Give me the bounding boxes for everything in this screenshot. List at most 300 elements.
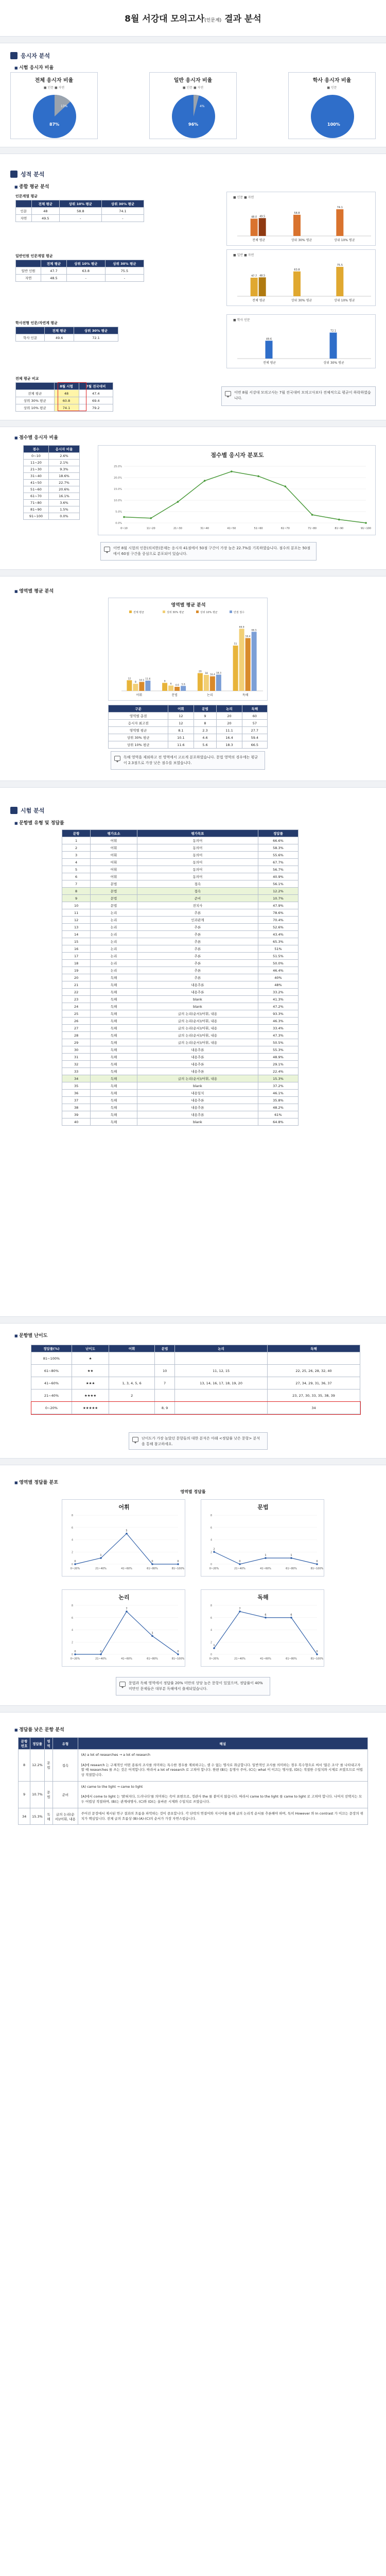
table-cell: 독해	[91, 1039, 137, 1046]
data-point	[290, 1617, 292, 1619]
table-cell: 67.7%	[258, 859, 298, 866]
speech-bubble-icon	[114, 756, 120, 761]
y-tick-label: 4	[210, 1629, 212, 1632]
data-point	[71, 1563, 76, 1566]
column-header: 난이도	[72, 1345, 109, 1352]
general-table	[15, 260, 144, 282]
column-header: 영역	[44, 1738, 52, 1750]
table-cell: 영역별 총점	[109, 713, 168, 720]
column-header: 전체 평균	[41, 260, 67, 267]
column-header: 해설	[78, 1738, 367, 1750]
bar	[293, 272, 301, 296]
table-cell: 46.4%	[258, 967, 298, 974]
table-cell: 어휘	[91, 837, 137, 844]
table-cell: blank	[137, 1082, 258, 1090]
y-tick-label: 8	[210, 1604, 212, 1607]
table-label: 일반인원 인문계열 평균	[15, 254, 53, 258]
table-cell: 33.4%	[258, 1025, 298, 1032]
legend-label: 상위 10% 평균	[200, 611, 218, 614]
table-cell: 48.2%	[258, 1104, 298, 1111]
table-cell: 논리	[91, 924, 137, 931]
table-row	[24, 486, 80, 493]
divider	[0, 420, 386, 427]
table-label: 인문계열 평균	[15, 194, 38, 198]
x-tick-label: 전체 평균	[262, 361, 276, 365]
dist-note	[116, 1677, 270, 1696]
table-cell: 21~30	[24, 466, 49, 473]
table-cell: 독해	[91, 1118, 137, 1126]
y-tick-label: 2	[210, 1641, 212, 1645]
table-cell: 13, 14, 16, 17, 18, 19, 20	[175, 1377, 268, 1389]
table-cell: 9	[62, 895, 91, 902]
table-cell: 글의 논리(순서)/어휘, 내용	[137, 1032, 258, 1039]
speech-bubble-icon	[225, 391, 231, 396]
data-label: 5	[126, 1529, 128, 1533]
bar	[336, 209, 343, 236]
table-row	[16, 208, 144, 215]
table-cell: 어휘	[91, 844, 137, 852]
table-row	[31, 1389, 360, 1402]
table-cell: -	[105, 275, 144, 282]
general-chart-box	[226, 249, 376, 306]
y-tick-label: 5.0%	[115, 511, 122, 514]
column-header: 상위 30% 평균	[101, 200, 144, 208]
table-cell	[175, 1352, 268, 1365]
table-cell: 접속	[137, 880, 258, 888]
pie-title: 학사 응시자 비율	[312, 78, 352, 83]
table-cell: 40%	[258, 974, 298, 981]
subsection-dist: ■ 영역별 정답률 분포	[14, 1479, 58, 1485]
bar	[145, 681, 150, 691]
table-cell: ★★★	[72, 1377, 109, 1389]
table-cell: 내용추론	[137, 1097, 258, 1104]
speech-bubble-icon	[119, 1682, 126, 1687]
table-cell: 독해	[91, 1003, 137, 1010]
x-tick-label: 21~40%	[234, 1657, 245, 1660]
table-cell: 독해	[91, 1068, 137, 1075]
table-cell: 독해	[91, 1018, 137, 1025]
y-tick-label: 2	[71, 1641, 73, 1645]
table-cell: 글의 논리(순서)/어휘, 내용	[137, 1018, 258, 1025]
table-cell: 전치사	[137, 902, 258, 909]
table-cell: 43.4%	[258, 931, 298, 938]
data-point	[239, 1611, 241, 1613]
table-row	[16, 215, 144, 222]
bar	[127, 680, 132, 691]
table-cell: 61~80%	[31, 1365, 72, 1377]
data-label: 0	[151, 1560, 153, 1563]
table-row	[109, 713, 268, 720]
data-point	[123, 516, 125, 518]
series-line	[75, 1612, 178, 1654]
table-cell: 61%	[258, 1111, 298, 1118]
table-cell: 48.9%	[258, 1054, 298, 1061]
table-cell: 독해	[91, 1104, 137, 1111]
table-cell	[109, 1365, 155, 1377]
chart-title: 어휘	[118, 1504, 130, 1511]
page-title	[0, 0, 386, 36]
table-cell: 접속	[137, 888, 258, 895]
table-cell: 11.6	[168, 741, 194, 749]
table-cell: 5	[62, 866, 91, 873]
table-cell: 추론	[137, 974, 258, 981]
x-tick-label: 어휘	[136, 693, 143, 697]
x-tick-label: 0~10	[120, 527, 128, 530]
x-tick-label: 41~60%	[121, 1567, 132, 1570]
table-cell: 1.5%	[48, 506, 79, 513]
table-cell: ★★★★	[72, 1389, 109, 1402]
table-cell: 독해	[91, 1090, 137, 1097]
column-header: 평가요소	[91, 830, 137, 837]
table-cell: 50.0%	[258, 960, 298, 967]
bar-value-label: 9	[164, 680, 166, 683]
table-row	[62, 844, 299, 852]
table-row	[24, 460, 80, 466]
table-cell: 40	[62, 1118, 91, 1126]
table-cell: 문법	[44, 1781, 52, 1808]
table-cell: 10.7%	[258, 895, 298, 902]
x-tick-label: 41~60%	[260, 1567, 271, 1570]
table-cell: 문법	[91, 880, 137, 888]
divider	[0, 1316, 386, 1324]
table-cell: 39	[62, 1111, 91, 1118]
table-cell: 12.2%	[258, 888, 298, 895]
bar-value-label: 6	[170, 683, 172, 686]
divider	[0, 1458, 386, 1465]
table-cell: (A) a lot of researches → a lot of research [A]에 research 는 구체적인 어떤 종류의 조사를 의미하는 특수한 경우를 제외하고는, 셀 수 없는 명사로 취급합니다. 일반적인 조사를 의미하는 경우 복수형으로 써서 '많은 조사' 를 나타내고자 할 때 researches 를 쓰는 것은 어색합니다. 따라서 a lot of research 로 고쳐야 합니다. 한편 (B)는 동명사 주어, (C)는 what 이 이끄는 명사절, (D)는 적절한 수일치와 시제로 쓰였으므로 어법상 적절합니다.	[78, 1750, 367, 1782]
column-header: 평가목표	[137, 830, 258, 837]
table-cell: 문법	[91, 895, 137, 902]
y-tick-label: 6	[210, 1526, 212, 1530]
table-cell: 글의 논리(순서)/어휘, 내용	[53, 1808, 78, 1825]
table-cell	[175, 1389, 268, 1402]
table-cell: 내용추론	[137, 1111, 258, 1118]
dist-chart-box	[201, 1499, 324, 1577]
data-point	[150, 517, 152, 519]
table-cell: 75.5	[105, 267, 144, 275]
table-cell: 동의어	[137, 837, 258, 844]
table-cell: 내용추론	[137, 989, 258, 996]
bar-value-label: 8	[134, 681, 136, 684]
data-label: 0	[74, 1560, 76, 1563]
y-tick-label: 6	[71, 1616, 73, 1620]
table-cell: 일반 인원	[16, 267, 41, 275]
data-point	[177, 1563, 179, 1565]
table-cell: 34	[268, 1402, 360, 1414]
dist-line-chart	[201, 1500, 325, 1577]
table-cell: 34	[19, 1808, 30, 1825]
table-cell: 17	[62, 953, 91, 960]
item-table	[62, 829, 299, 1126]
pie-card-all	[10, 72, 98, 139]
table-cell: 독해	[91, 1061, 137, 1068]
table-cell: 61~70	[24, 493, 49, 500]
table-cell: 29.1%	[258, 1061, 298, 1068]
table-cell: 내용추론	[137, 1054, 258, 1061]
dist-chart-box	[201, 1589, 324, 1667]
table-row	[62, 873, 299, 880]
table-row	[62, 1010, 299, 1018]
column-header: 논리	[217, 705, 242, 713]
column-header: 유형	[53, 1738, 78, 1750]
table-row	[62, 1061, 299, 1068]
table-cell: 23, 27, 30, 33, 35, 38, 39	[268, 1389, 360, 1402]
table-cell: 49.5	[31, 215, 59, 222]
area-table	[108, 705, 268, 749]
table-cell: 어휘	[91, 852, 137, 859]
table-row	[62, 1032, 299, 1039]
column-header: 논리	[175, 1345, 268, 1352]
table-cell: 31~40	[24, 473, 49, 480]
table-cell: 11, 12, 15	[175, 1365, 268, 1377]
table-cell: 20	[217, 720, 242, 727]
table-cell: 47.2%	[258, 1003, 298, 1010]
pie-title: 일반 응시자 비율	[173, 78, 213, 83]
table-cell: 13	[62, 924, 91, 931]
column-header: 정답률	[258, 830, 298, 837]
table-cell: 상위 30% 평균	[16, 397, 55, 404]
table-cell: 60.8	[54, 397, 79, 404]
area-note	[111, 751, 265, 770]
table-row	[62, 888, 299, 895]
table-cell: 21~40%	[31, 1389, 72, 1402]
table-cell: 영역별 평균	[109, 727, 168, 734]
column-header	[16, 327, 45, 334]
table-cell: 46.3%	[258, 1018, 298, 1025]
bar-value-label: 16.4	[209, 673, 215, 676]
general-bar-chart	[227, 250, 376, 307]
data-point	[365, 522, 367, 524]
table-cell: 70.4%	[258, 917, 298, 924]
x-tick-label: 81~100%	[171, 1567, 185, 1570]
bar	[252, 632, 257, 691]
table-cell: 38	[62, 1104, 91, 1111]
data-label: 0	[316, 1560, 318, 1563]
x-tick-label: 61~70	[280, 527, 290, 530]
table-cell: 48	[31, 208, 59, 215]
pie-chart	[11, 90, 98, 141]
table-cell: 74.1	[101, 208, 144, 215]
y-tick-label: 0	[210, 1653, 212, 1656]
table-cell: 52.6%	[258, 924, 298, 931]
data-point	[126, 1533, 128, 1535]
y-tick-label: 4	[71, 1629, 73, 1632]
table-cell: 준비	[137, 895, 258, 902]
chart-title: 논리	[118, 1594, 130, 1601]
table-cell: 8	[19, 1750, 30, 1782]
table-cell: 69.4	[79, 397, 113, 404]
data-point	[338, 519, 340, 521]
pie-chart	[289, 90, 376, 141]
table-cell: 15	[62, 938, 91, 945]
table-row	[24, 473, 80, 480]
table-cell: 56.1%	[258, 880, 298, 888]
table-cell: 4.6	[194, 734, 217, 741]
data-point	[257, 476, 259, 478]
score-note	[100, 542, 317, 561]
y-tick-label: 25.0%	[114, 465, 122, 468]
table-cell: 55.3%	[258, 1046, 298, 1054]
table-cell	[154, 1389, 174, 1402]
table-cell: 16.4	[217, 734, 242, 741]
table-cell: 글의 논리(순서)/어휘, 내용	[137, 1075, 258, 1082]
bar	[210, 676, 215, 691]
table-cell: 글의 논리(순서)/어휘, 내용	[137, 1025, 258, 1032]
table-cell: 어휘	[91, 859, 137, 866]
table-cell: 독해	[91, 996, 137, 1003]
table-cell: 독해	[91, 1054, 137, 1061]
y-tick-label: 8	[71, 1604, 73, 1607]
divider	[0, 569, 386, 577]
x-tick-label: 41~60%	[121, 1657, 132, 1660]
bar-value-label: 58.8	[294, 211, 300, 215]
x-tick-label: 81~90	[335, 527, 344, 530]
table-cell: 2	[109, 1389, 155, 1402]
table-cell: 2.3	[194, 727, 217, 734]
table-cell: 12	[168, 720, 194, 727]
table-cell: 59.4	[242, 734, 267, 741]
table-cell: 2	[62, 844, 91, 852]
bachelor-table	[15, 327, 118, 342]
pie-card-bachelor	[288, 72, 376, 139]
table-cell: 63.8	[66, 267, 105, 275]
table-row	[24, 493, 80, 500]
data-point	[311, 514, 313, 516]
table-row	[24, 480, 80, 486]
table-row	[62, 1046, 299, 1054]
bar-value-label: 75.5	[337, 263, 343, 267]
x-tick-label: 전체 평균	[252, 299, 266, 302]
data-label: 0	[177, 1560, 179, 1563]
table-cell: 93.3%	[258, 1010, 298, 1018]
bar-value-label: 47.7	[251, 274, 257, 278]
bar	[162, 683, 167, 691]
bar	[204, 675, 209, 691]
dist-title: 영역별 정답률	[180, 1489, 206, 1494]
legend-label: 전체 평균	[133, 611, 144, 614]
table-cell: 추론	[137, 931, 258, 938]
x-tick-label: 41~60%	[260, 1657, 271, 1660]
pie-legend: ■ 인문 ■ 자연	[43, 86, 65, 90]
table-cell	[109, 1402, 155, 1414]
table-cell: 51~60	[24, 486, 49, 493]
bar	[259, 277, 266, 296]
table-row	[31, 1352, 360, 1365]
table-cell: 내용추론	[137, 1104, 258, 1111]
x-tick-label: 81~100%	[310, 1657, 324, 1660]
table-cell: 47.4	[79, 390, 113, 397]
table-cell: 9	[19, 1781, 30, 1808]
table-cell: -	[59, 215, 101, 222]
bar	[239, 629, 244, 691]
table-cell: 41~60%	[31, 1377, 72, 1389]
table-cell	[268, 1352, 360, 1365]
table-cell: 27	[62, 1025, 91, 1032]
divider	[0, 1705, 386, 1713]
table-cell: 47.3%	[258, 1032, 298, 1039]
data-point	[100, 1557, 102, 1559]
table-cell: 독해	[91, 1082, 137, 1090]
bar-value-label: 48.5	[259, 274, 266, 278]
column-header: 어휘	[168, 705, 194, 713]
table-cell: 25	[62, 1010, 91, 1018]
table-row	[24, 513, 80, 520]
difficulty-table	[31, 1345, 360, 1414]
bar	[251, 278, 258, 296]
table-cell: 자연	[16, 215, 32, 222]
table-cell: 12	[62, 917, 91, 924]
bar	[293, 215, 301, 236]
section-label: 응시자 분석	[21, 53, 50, 59]
data-label: 1	[100, 1554, 102, 1557]
column-header: 문법	[194, 705, 217, 713]
table-cell: 독해	[91, 1075, 137, 1082]
legend-swatch	[230, 611, 232, 613]
table-row	[62, 931, 299, 938]
chart-title: 영역별 평균 분석	[171, 603, 206, 608]
bar-value-label: 48.0	[251, 215, 257, 219]
dist-line-chart	[201, 1590, 325, 1667]
table-cell: 논리	[91, 909, 137, 917]
table-cell: 동의어	[137, 852, 258, 859]
overall-table	[15, 200, 144, 222]
table-cell: blank	[137, 1003, 258, 1010]
table-row	[62, 1118, 299, 1126]
bar	[139, 682, 144, 691]
table-cell: 9	[194, 713, 217, 720]
table-cell: 추론	[137, 938, 258, 945]
column-header: 정답률(%)	[31, 1345, 72, 1352]
table-row	[109, 727, 268, 734]
x-tick-label: 0~20%	[70, 1657, 80, 1660]
table-cell: 논리	[91, 938, 137, 945]
table-row	[62, 866, 299, 873]
table-cell: 동의어	[137, 866, 258, 873]
table-cell: 49.6	[45, 334, 74, 342]
y-tick-label: 0	[71, 1653, 73, 1656]
table-cell: 56.7%	[258, 866, 298, 873]
note-text: 문법과 독해 영역에서 정답률 20% 미만의 상당 높은 문항이 있었으며, 정답률이 40% 미만인 문제들은 대부분 독해에서 출제되었습니다.	[129, 1681, 263, 1691]
table-cell: 81~90	[24, 506, 49, 513]
pie-chart	[150, 90, 237, 141]
table-row	[31, 1377, 360, 1389]
table-cell: 10.7%	[30, 1781, 45, 1808]
table-cell: 내용추론	[137, 1061, 258, 1068]
table-cell: 57	[242, 720, 267, 727]
table-cell: 16	[62, 945, 91, 953]
column-header: 8월 시험	[54, 383, 79, 390]
table-cell: 33	[62, 1068, 91, 1075]
difficulty-note	[129, 1432, 268, 1450]
table-cell: 35.8%	[258, 1097, 298, 1104]
table-cell: 동의어	[137, 859, 258, 866]
data-label: 0	[316, 1650, 318, 1653]
table-cell: 41~50	[24, 480, 49, 486]
note-text: 독해 영역을 제외하고 전 영역에서 고르게 분포하였습니다. 문법 영역의 경우에는 평균이 2.3점으로 가장 낮은 점수를 보였습니다.	[124, 755, 258, 765]
table-cell: 30	[62, 1046, 91, 1054]
header-row	[19, 1738, 368, 1750]
table-row	[62, 996, 299, 1003]
table-cell: 추론	[137, 924, 258, 931]
section-icon	[10, 807, 17, 814]
table-cell: 1, 3, 4, 5, 6	[109, 1377, 155, 1389]
data-label: 6	[265, 1613, 267, 1617]
table-cell: 81~100%	[31, 1352, 72, 1365]
data-point	[204, 480, 206, 482]
column-header: 전체 평균	[31, 200, 59, 208]
table-cell: 31	[62, 1054, 91, 1061]
table-row	[19, 1781, 368, 1808]
